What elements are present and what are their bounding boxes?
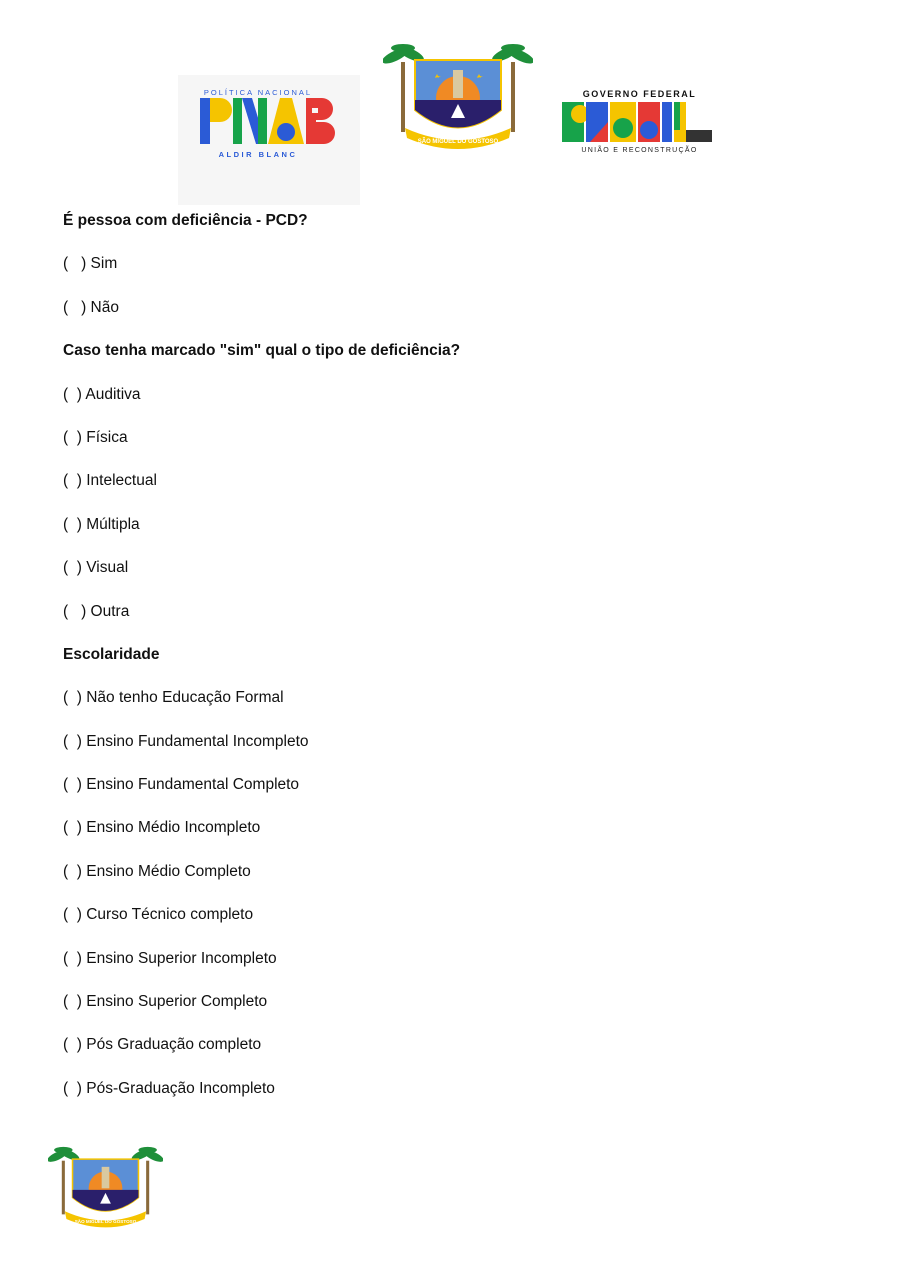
form-content (63, 211, 843, 1122)
option-medio-incompleto[interactable]: ( ) Ensino Médio Incompleto (63, 819, 261, 837)
pnab-logo-wordmark (200, 98, 340, 144)
governo-federal-logo (562, 89, 717, 164)
question-deficiency-type: Caso tenha marcado "sim" qual o tipo de deficiência? (63, 342, 461, 360)
option-outra[interactable]: ( ) Outra (63, 602, 130, 620)
crest-ribbon-text: SÃO MIGUEL DO GOSTOSO (417, 139, 499, 145)
option-nao[interactable]: ( ) Não (63, 298, 119, 316)
gov-logo-top-text: GOVERNO FEDERAL (582, 89, 697, 99)
option-fundamental-completo[interactable]: ( ) Ensino Fundamental Completo (63, 776, 300, 794)
option-pos-graduacao-completo[interactable]: ( ) Pós Graduação completo (63, 1036, 262, 1054)
brasil-wordmark (562, 102, 714, 142)
option-sim[interactable]: ( ) Sim (63, 255, 118, 273)
option-fisica[interactable]: ( ) Física (63, 428, 128, 446)
option-auditiva[interactable]: ( ) Auditiva (63, 385, 141, 403)
footer-crest-ribbon-text: SÃO MIGUEL DO GOSTOSO (74, 1218, 137, 1224)
option-superior-incompleto[interactable]: ( ) Ensino Superior Incompleto (63, 949, 277, 967)
pnab-logo-top-text: POLÍTICA NACIONAL (203, 88, 313, 97)
option-fundamental-incompleto[interactable]: ( ) Ensino Fundamental Incompleto (63, 732, 309, 750)
sao-miguel-crest (383, 40, 533, 150)
option-medio-completo[interactable]: ( ) Ensino Médio Completo (63, 862, 251, 880)
option-superior-completo[interactable]: ( ) Ensino Superior Completo (63, 993, 268, 1011)
pnab-logo-bottom-text: ALDIR BLANC (218, 150, 298, 159)
footer-crest (48, 1142, 163, 1230)
option-multipla[interactable]: ( ) Múltipla (63, 515, 140, 533)
question-escolaridade: Escolaridade (63, 645, 160, 663)
gov-logo-bottom-text: UNIÃO E RECONSTRUÇÃO (581, 147, 698, 154)
option-pos-graduacao-incompleto[interactable]: ( ) Pós-Graduação Incompleto (63, 1079, 275, 1097)
option-intelectual[interactable]: ( ) Intelectual (63, 472, 157, 490)
option-sem-educacao-formal[interactable]: ( ) Não tenho Educação Formal (63, 689, 284, 707)
option-tecnico-completo[interactable]: ( ) Curso Técnico completo (63, 906, 254, 924)
pnab-logo (178, 75, 360, 205)
header-logos (0, 40, 900, 180)
option-visual[interactable]: ( ) Visual (63, 559, 129, 577)
question-pcd: É pessoa com deficiência - PCD? (63, 212, 308, 229)
